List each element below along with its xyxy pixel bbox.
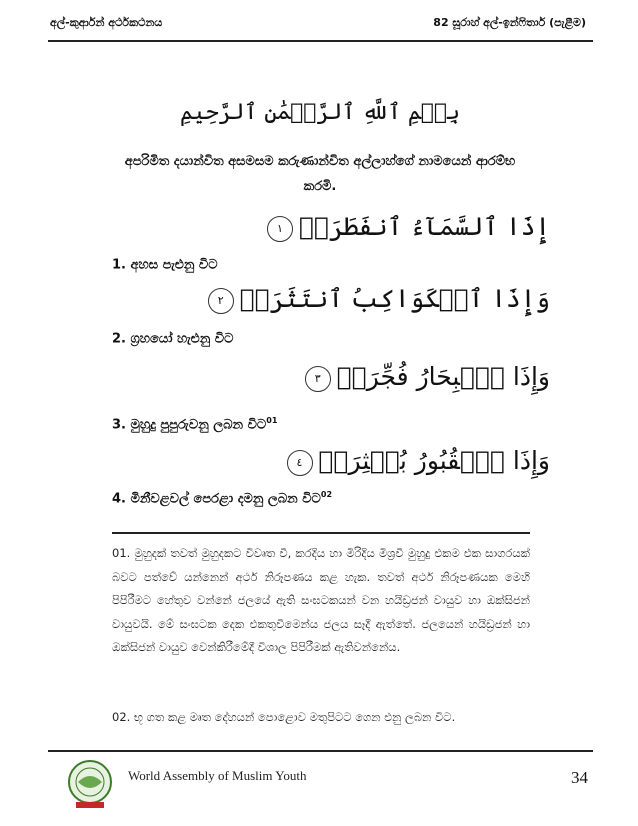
verse-arabic-text: وَإِذَا ٱلۡكَوَاكِبُ ٱنتَثَرَتۡ [239, 284, 550, 313]
footnote-ref: 02 [320, 490, 333, 499]
footnote-01: 01. මුහුදක් තවත් මුහුදකට විවෘත වී, කරදිය හා මිරිදිය මිශ්‍රවී මුහුදු එකම එක සාගරයක් බවට පත්වේ යන්නෙන් අර්ථ නිරූපණය කළ හැක. තවත් අර්ථ නිරූපණයක මෙහි පිපිරීමට හේතුව වන්නේ ජලයේ ඇති සංඝටකයන් වන හයිඩ්‍රජන් වායුව හා ඔක්සිජන් වායුවයි. මේ සංඝටක දෙක එකතුවීමෙන්ය ජලය සෑදී ඇත්තේ. ජලයෙන් හයිඩ්‍රජන් හා ඔක්සිජන් වායුව වෙන්කිරීමේදී විශාල පිපිරීමක් ඇතිවන්නේය. [112, 546, 530, 654]
verse-translation-text: 4. මිනීවළවල් පෙරළා දමනු ලබන විට [112, 491, 321, 507]
verse-translation [112, 256, 218, 272]
verse-translation [112, 416, 277, 432]
running-header-right: 82 සූරාහ් අල්-ඉන්ෆිතාර් (පැළීම) [433, 16, 586, 29]
basmala: بِسۡمِ ٱللَّهِ ٱلرَّحۡمَٰنِ ٱلرَّحِيمِ [179, 100, 461, 125]
verse-number-marker: ٢ [208, 288, 234, 314]
verse-arabic [208, 284, 550, 314]
wamy-logo [64, 758, 116, 810]
footer-divider [48, 750, 593, 752]
footnote-ref: 01 [266, 416, 278, 425]
verse-arabic-text: وَإِذَا ٱلۡبِحَارُ فُجِّرَتۡ [336, 362, 550, 391]
footnote-02: 02. භූ ගත කළ මෘත දේහයන් පොළොව මතුපිටට ගෙන එනු ලබන විට. [112, 710, 456, 724]
verse-arabic [267, 212, 550, 242]
verse-translation-text: 2. ග්‍රහයෝ හැළුනු විට [112, 331, 234, 347]
verse-arabic [287, 446, 550, 476]
organization-name: World Assembly of Muslim Youth [128, 768, 307, 783]
verse-arabic-text: وَإِذَا ٱلۡقُبُورُ بُعۡثِرَتۡ [318, 446, 550, 475]
verse-number-marker: ٤ [287, 450, 313, 476]
verse-translation [112, 490, 332, 506]
page-number: 34 [571, 768, 588, 787]
verse-number-marker: ١ [267, 216, 293, 242]
running-header-left: අල්-කුර්ආන් අර්ථකථනය [50, 16, 163, 29]
verse-number-marker: ٣ [305, 366, 331, 392]
footnote-divider [112, 532, 530, 534]
verse-arabic-text: إِذَا ٱلسَّمَآءُ ٱنفَطَرَتۡ [299, 212, 550, 241]
verse-translation-text: 1. අහස පැළුනු විට [112, 257, 218, 273]
invocation-text: අපරිමිත දයාන්විත අසමසම කරුණාන්විත අල්ලාහ්ගේ නාමයෙන් ආරම්භ කරමි. [124, 154, 516, 194]
verse-translation [112, 330, 233, 346]
verse-arabic [305, 362, 550, 392]
verse-translation-text: 3. මුහුදු පුපුරුවනු ලබන විට [112, 417, 267, 433]
header-divider [48, 40, 593, 42]
